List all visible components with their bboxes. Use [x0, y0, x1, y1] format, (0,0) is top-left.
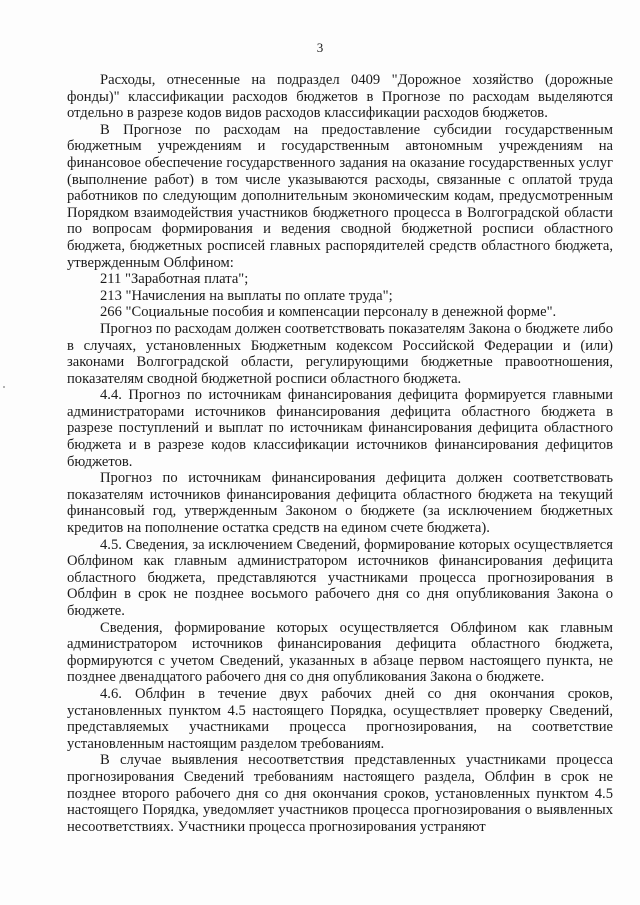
- paragraph-nonconformity-notice: В случае выявления несоответствия представленных участниками процесса прогнозирования Сведений требованиям настоящего раздела, Облфин в срок не позднее второго рабочего дня со дня окончания сроков, установленных пунктом 4.5 настоящего Порядка, уведомляет участников процесса прогнозирования о выявленных несоответствиях. Участники процесса прогнозирования устраняют: [67, 752, 613, 835]
- code-line-266: 266 "Социальные пособия и компенсации персоналу в денежной форме".: [100, 304, 557, 321]
- paragraph-section-4-6: 4.6. Облфин в течение двух рабочих дней со дня окончания сроков, установленных пунктом 4.5 настоящего Порядка, осуществляет проверку Сведений, представляемых участниками процесса прогнозирования, на соответствие установленным настоящим разделом требованиям.: [67, 685, 613, 752]
- scan-speck: [3, 386, 5, 388]
- paragraph-expense-forecast-compliance: Прогноз по расходам должен соответствовать показателям Закона о бюджете либо в случаях, установленных Бюджетным кодексом Российской Федерации и (или) законами Волгоградской области, регулирующими бюджетные правоотношения, показателям сводной бюджетной росписи областного бюджета.: [67, 320, 613, 387]
- paragraph-subsidy-forecast: В Прогнозе по расходам на предоставление субсидии государственным бюджетным учреждениям и государственным автономным учреждениям на финансовое обеспечение государственного задания на оказание государственных услуг (выполнение работ) в том числе указываются расходы, связанные с оплатой труда работников по следующим дополнительным экономическим кодам, предусмотренным Порядком взаимодействия участников бюджетного процесса в Волгоградской области по вопросам формирования и ведения сводной бюджетной росписи областного бюджета, бюджетных росписей главных распорядителей средств областного бюджета, утвержденным Облфином:: [67, 121, 613, 271]
- paragraph-section-4-5: 4.5. Сведения, за исключением Сведений, формирование которых осуществляется Облфином как главным администратором источников финансирования дефицита областного бюджета, представляются участниками процесса прогнозирования в Облфин в срок не позднее восьмого рабочего дня со дня опубликования Закона о бюджете.: [67, 536, 613, 619]
- page-number: 3: [316, 40, 324, 55]
- code-line-211: 211 "Заработная плата";: [100, 271, 249, 288]
- paragraph-road-fund-expenses: Расходы, отнесенные на подраздел 0409 "Дорожное хозяйство (дорожные фонды)" классификации расходов бюджетов в Прогнозе по расходам выделяются отдельно в разрезе кодов видов расходов классификации расходов бюджетов.: [67, 72, 613, 122]
- code-line-213: 213 "Начисления на выплаты по оплате труда";: [100, 287, 393, 304]
- paragraph-section-4-4: 4.4. Прогноз по источникам финансирования дефицита формируется главными администраторами источников финансирования дефицита областного бюджета в разрезе поступлений и выплат по источникам финансирования дефицита областного бюджета и в разрезе кодов классификации источников финансирования дефицитов бюджетов.: [67, 387, 613, 470]
- document-body: [67, 72, 613, 835]
- paragraph-deficit-forecast-compliance: Прогноз по источникам финансирования дефицита должен соответствовать показателям источников финансирования дефицита областного бюджета на текущий финансовый год, утвержденным Законом о бюджете (за исключением бюджетных кредитов на пополнение остатка средств на едином счете бюджета).: [67, 470, 613, 537]
- paragraph-oblfin-information: Сведения, формирование которых осуществляется Облфином как главным администратором источников финансирования дефицита областного бюджета, формируются с учетом Сведений, указанных в абзаце первом настоящего пункта, не позднее двенадцатого рабочего дня со дня опубликования Закона о бюджете.: [67, 619, 613, 686]
